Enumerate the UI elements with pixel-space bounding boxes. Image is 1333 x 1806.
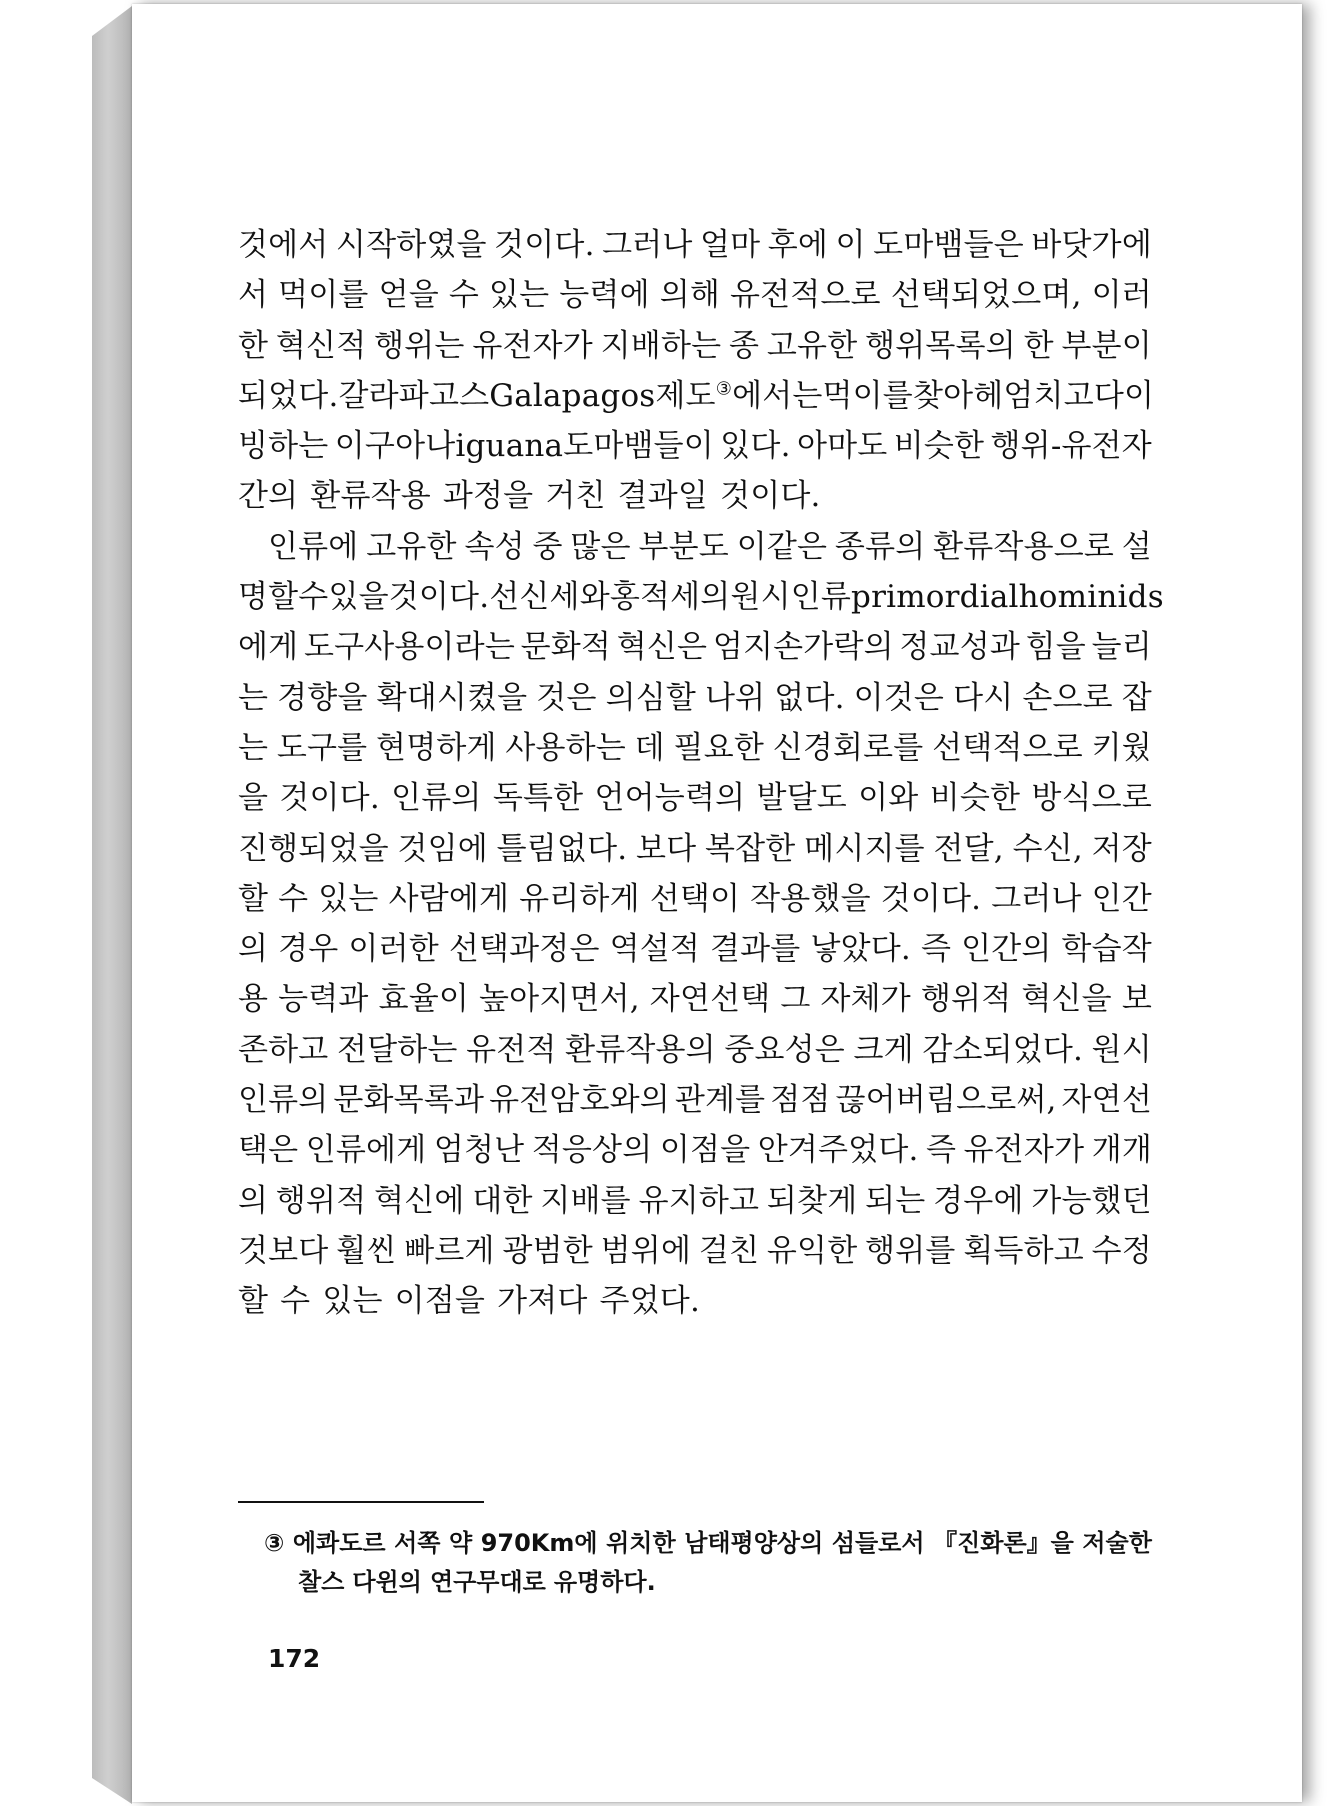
- word: 그러나: [991, 880, 1082, 917]
- word: 먹이를: [278, 277, 369, 314]
- word: 중: [532, 528, 563, 565]
- word: 메시지를: [804, 830, 925, 867]
- word: 후에: [767, 227, 829, 263]
- word: 선택이: [649, 880, 741, 917]
- word: 언어능력의: [594, 780, 746, 817]
- word: 점점: [770, 1082, 831, 1119]
- word: 비슷한: [893, 428, 985, 465]
- word: 늘리: [1091, 629, 1152, 666]
- word: 택은: [238, 1132, 299, 1169]
- word: 유명하다.: [553, 1568, 656, 1596]
- word: 남태평양상의: [684, 1529, 824, 1557]
- word: 위치한: [606, 1529, 676, 1557]
- footnote-divider: [238, 1501, 484, 1503]
- word: 감소되었다.: [922, 1031, 1084, 1068]
- word: 것이다.: [880, 880, 982, 917]
- word: 개개: [1091, 1132, 1152, 1169]
- text-line: [238, 371, 1155, 421]
- word: 것에서: [238, 227, 329, 263]
- word: 속성: [464, 528, 525, 565]
- word: 것이다.: [279, 780, 380, 817]
- word: 행위-유전자: [990, 428, 1152, 465]
- word: 혁신은: [616, 629, 708, 666]
- word: 문화적: [520, 629, 612, 666]
- word: 훨씬: [336, 1232, 397, 1269]
- word: 있는: [489, 277, 550, 314]
- word: 잡: [1121, 679, 1152, 716]
- word: 손으로: [1022, 679, 1113, 716]
- word: 있을: [328, 579, 389, 616]
- text-line: [238, 1176, 1152, 1226]
- word: 이점을: [659, 1132, 751, 1169]
- word: 문화목록과: [333, 1082, 485, 1119]
- word: 빙하는: [238, 428, 329, 465]
- footnote-line: [264, 1563, 1152, 1602]
- word: 약: [449, 1529, 473, 1557]
- word: 유전자가: [963, 1132, 1085, 1169]
- word: 선신세와: [489, 579, 610, 616]
- word: 얻을: [378, 277, 439, 314]
- page-number: 172: [268, 1644, 321, 1673]
- word: 관계를: [674, 1082, 766, 1119]
- word: 것임에: [397, 830, 488, 867]
- word: 수: [298, 579, 329, 616]
- word: 필요한: [673, 729, 764, 766]
- text-line: [238, 673, 1152, 723]
- word: 이러한: [348, 931, 439, 968]
- text-line: [238, 773, 1152, 823]
- word: 도마뱀들은: [873, 227, 1024, 263]
- word: 가져다: [497, 1283, 588, 1320]
- word: 경향을: [277, 679, 368, 716]
- word: 유전적: [466, 1031, 557, 1068]
- word: 방식으로: [1031, 780, 1152, 817]
- word: 이점을: [394, 1283, 486, 1320]
- word: 자체가: [820, 981, 911, 1018]
- word: 작용했을: [750, 880, 871, 917]
- word: 경우: [278, 931, 339, 968]
- word: 먹이를: [822, 377, 913, 414]
- word: 능력과: [278, 981, 369, 1018]
- word: 힘을: [1025, 629, 1086, 666]
- word: 수: [448, 277, 480, 314]
- footnote: [264, 1524, 1152, 1602]
- word: 인간: [1091, 880, 1152, 917]
- word: 즉: [926, 1132, 957, 1169]
- word: 자연선택: [649, 981, 771, 1018]
- word: 있는: [322, 1283, 383, 1320]
- word: 선택과정은: [448, 931, 600, 968]
- word: 할: [238, 880, 269, 917]
- word: 경우에: [933, 1182, 1024, 1219]
- text-line: [238, 421, 1152, 471]
- word: 광범한: [502, 1232, 593, 1269]
- book-page: [132, 4, 1302, 1802]
- book-spine: [92, 6, 132, 1804]
- word: 높아지면서,: [479, 981, 640, 1018]
- word: 찾아: [912, 377, 974, 414]
- word: 행위적: [920, 981, 1012, 1018]
- word: 것이다.: [388, 579, 490, 616]
- text-line: [238, 1226, 1152, 1276]
- word: 행위목록의: [865, 327, 1016, 364]
- word: 안겨주었다.: [757, 1132, 919, 1169]
- word: 저술한: [1082, 1529, 1152, 1557]
- word: 자연선: [1061, 1082, 1152, 1119]
- word: 거친: [545, 478, 606, 515]
- word: 발달도: [756, 780, 847, 817]
- body-text: [238, 220, 1164, 1327]
- word: 인류에: [268, 528, 359, 565]
- text-line: [238, 1125, 1152, 1175]
- word: 유익한: [766, 1232, 858, 1269]
- text-line: [238, 471, 1152, 521]
- word: 유전암호와의: [489, 1082, 670, 1119]
- word: 이와: [858, 780, 919, 817]
- word: 존하고: [238, 1031, 329, 1068]
- word: 사람에게: [388, 880, 510, 917]
- word: 유전자가: [472, 327, 593, 364]
- word: 전달,: [933, 830, 1004, 867]
- text-line: [238, 1075, 1152, 1125]
- word: 갈라파고스Galapagos제도③에서는: [338, 377, 823, 414]
- word: 종: [729, 327, 760, 364]
- word: hominids: [1018, 579, 1164, 616]
- word: 확대시켰을: [376, 679, 528, 716]
- word: 적응상의: [531, 1132, 653, 1169]
- word: 보다: [635, 830, 697, 867]
- word: 행위적: [275, 1182, 367, 1219]
- word: 대한: [472, 1182, 533, 1219]
- word: 홍적세의: [609, 579, 731, 616]
- word: 환류작용으로: [933, 528, 1115, 565]
- word: 틀림없다.: [496, 830, 628, 867]
- word: 정교성과: [899, 629, 1020, 666]
- word: 빠르게: [404, 1232, 495, 1269]
- word: 이같은: [736, 528, 828, 565]
- word: 주었다.: [599, 1283, 701, 1320]
- word: 중요성은: [724, 1031, 845, 1068]
- word: 행위는: [374, 327, 465, 364]
- word: 선택되었으며,: [890, 277, 1082, 314]
- word: 용: [238, 981, 269, 1018]
- text-line: [238, 522, 1152, 572]
- text-line: [238, 824, 1152, 874]
- word: 수: [280, 1283, 311, 1320]
- word: 헤엄치고: [973, 377, 1094, 414]
- word: 그러나: [602, 227, 693, 263]
- word: 는: [238, 679, 269, 716]
- word: 에게: [238, 629, 299, 666]
- word: 유리하게: [519, 880, 640, 917]
- text-line: [238, 1025, 1152, 1075]
- word: 원시인류primordial: [730, 579, 1019, 616]
- text-line: [238, 723, 1152, 773]
- word: 다윈의: [352, 1568, 422, 1596]
- word: 전달하는: [336, 1031, 458, 1068]
- word: 선택적으로: [932, 729, 1083, 766]
- word: 명할: [238, 579, 299, 616]
- word: 많은: [570, 528, 631, 565]
- word: 의심할: [605, 679, 697, 716]
- word: 크게: [853, 1031, 914, 1068]
- word: 의: [238, 1182, 269, 1219]
- text-line: [238, 321, 1152, 371]
- word: 되는: [865, 1182, 926, 1219]
- word: 이것은: [853, 679, 945, 716]
- word: 진행되었을: [238, 830, 389, 867]
- word: 혁신적: [275, 327, 367, 364]
- word: 인간의: [961, 931, 1052, 968]
- word: 엄지손가락의: [712, 629, 894, 666]
- word: 섬들로서: [831, 1529, 925, 1557]
- word: 할: [238, 1283, 269, 1320]
- word: 신경회로를: [772, 729, 924, 766]
- word: 행위를: [865, 1232, 956, 1269]
- word: ③: [264, 1529, 285, 1557]
- word: 이구아나iguana도마뱀들이: [334, 428, 714, 465]
- text-line: [238, 974, 1152, 1024]
- word: 것이다.: [494, 227, 595, 263]
- word: 연구무대로: [429, 1568, 546, 1596]
- word: 범위에: [600, 1232, 692, 1269]
- word: 는: [238, 729, 269, 766]
- word: 바닷가에: [1031, 227, 1152, 263]
- word: 부분이: [1061, 327, 1152, 364]
- word: 고유한: [766, 327, 858, 364]
- word: 도구사용이라는: [303, 629, 515, 666]
- word: 다시: [953, 679, 1014, 716]
- word: 얼마: [700, 227, 761, 263]
- word: 결과를: [710, 931, 801, 968]
- word: 되었다.: [238, 377, 339, 414]
- word: 아마도: [796, 428, 888, 465]
- word: 즉: [920, 931, 952, 968]
- word: 한: [1023, 327, 1054, 364]
- text-line: [238, 874, 1152, 924]
- word: 능력에: [559, 277, 650, 314]
- word: 간의: [238, 478, 299, 515]
- word: 것보다: [238, 1232, 329, 1269]
- word: 의: [238, 931, 269, 968]
- word: 서쪽: [394, 1529, 441, 1557]
- footnote-line: [264, 1524, 1152, 1563]
- text-line: [238, 1276, 1152, 1326]
- word: 이: [835, 227, 866, 263]
- text-line: [238, 220, 1152, 270]
- word: 사용하는: [505, 729, 626, 766]
- word: 독특한: [492, 780, 584, 817]
- word: 수정: [1091, 1232, 1152, 1269]
- word: 찰스: [298, 1568, 345, 1596]
- word: 과정을: [442, 478, 534, 515]
- word: 지배하는: [600, 327, 722, 364]
- word: 효율이: [378, 981, 470, 1018]
- word: 혁신을: [1021, 981, 1112, 1018]
- word: 걸친: [698, 1232, 760, 1269]
- word: 저장: [1091, 830, 1152, 867]
- word: 없다.: [774, 679, 845, 716]
- word: 지배를: [540, 1182, 631, 1219]
- word: 나위: [705, 679, 766, 716]
- word: 결과일: [617, 478, 709, 515]
- word: 도구를: [276, 729, 368, 766]
- word: 인류의: [238, 1082, 329, 1119]
- word: 설: [1121, 528, 1152, 565]
- word: 을: [238, 780, 269, 817]
- word: 서: [238, 277, 269, 314]
- word: 인류의: [391, 780, 482, 817]
- word: 수: [278, 880, 309, 917]
- text-line: [238, 572, 1164, 622]
- word: 학습작: [1061, 931, 1152, 968]
- text-line: [238, 270, 1152, 320]
- word: 데: [634, 729, 665, 766]
- word: 유지하고: [638, 1182, 760, 1219]
- word: 낳았다.: [810, 931, 911, 968]
- word: 『진화론』을: [933, 1529, 1074, 1557]
- word: 의해: [659, 277, 721, 314]
- word: 역설적: [609, 931, 701, 968]
- word: 복잡한: [705, 830, 796, 867]
- word: 한: [238, 327, 269, 364]
- text-line: [238, 622, 1152, 672]
- word: 가능했던: [1031, 1182, 1152, 1219]
- word: 부분도: [638, 528, 729, 565]
- word: 엄청난: [433, 1132, 525, 1169]
- word: 혁신에: [374, 1182, 465, 1219]
- word: 획득하고: [963, 1232, 1084, 1269]
- word: 원시: [1091, 1031, 1152, 1068]
- word: 유전적으로: [730, 277, 881, 314]
- word: 키웠: [1091, 729, 1152, 766]
- word: 이러: [1091, 277, 1152, 314]
- word: 끊어버림으로써,: [835, 1082, 1057, 1119]
- word: 환류작용: [310, 478, 431, 515]
- word: 970Km에: [480, 1529, 598, 1557]
- word: 인류에게: [305, 1132, 427, 1169]
- word: 다이: [1093, 377, 1155, 414]
- word: 시작하였을: [335, 227, 487, 263]
- word: 보: [1121, 981, 1152, 1018]
- word: 종류의: [834, 528, 926, 565]
- word: 비슷한: [929, 780, 1021, 817]
- word: 환류작용의: [565, 1031, 716, 1068]
- word: 에콰도르: [292, 1529, 386, 1557]
- word: 수신,: [1012, 830, 1083, 867]
- word: 있는: [318, 880, 379, 917]
- word: 것이다.: [720, 478, 821, 515]
- word: 그: [780, 981, 811, 1018]
- word: 현명하게: [376, 729, 497, 766]
- word: 되찾게: [766, 1182, 858, 1219]
- word: 고유한: [366, 528, 457, 565]
- text-line: [238, 924, 1152, 974]
- word: 있다.: [720, 428, 791, 465]
- word: 것은: [536, 679, 597, 716]
